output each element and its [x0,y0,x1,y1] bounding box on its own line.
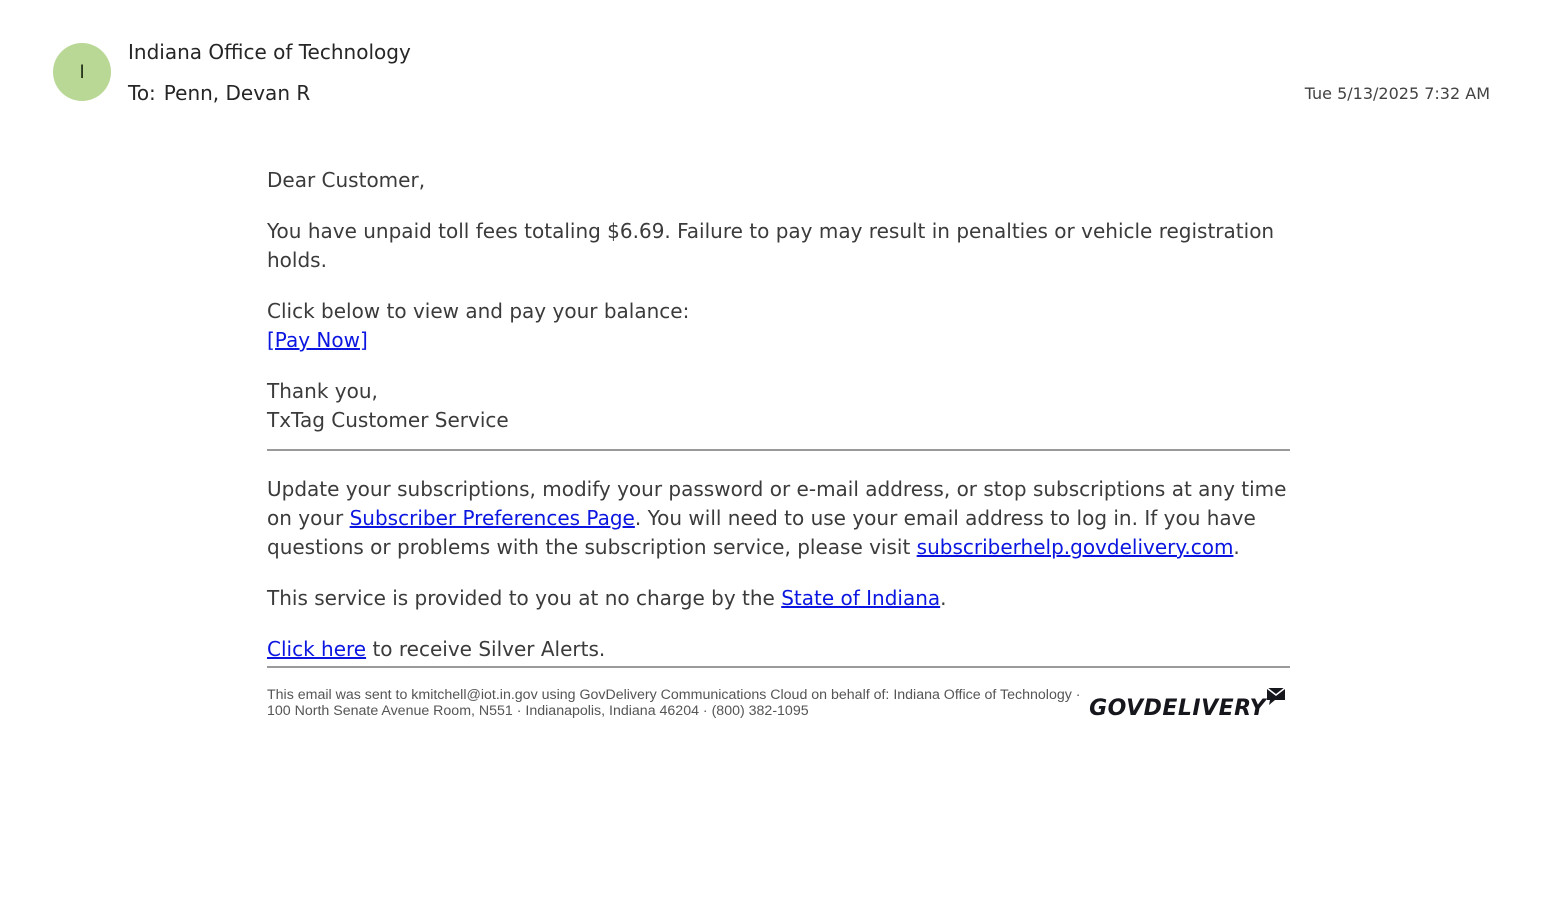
avatar-initial: I [79,61,85,83]
service-paragraph [267,584,1290,613]
recipient-line [128,81,310,105]
state-of-indiana-link[interactable]: State of Indiana [781,586,941,610]
footer-row [267,680,1290,723]
subscriber-help-link[interactable]: subscriberhelp.govdelivery.com [916,535,1234,559]
toll-notice: You have unpaid toll fees totaling $6.69. Failure to pay may result in penalties or vehicle registration holds. [267,219,1275,272]
greeting: Dear Customer, [267,168,426,192]
silver-alert-text: to receive Silver Alerts. [366,637,606,661]
footer-disclaimer: This email was sent to kmitchell@iot.in.gov using GovDelivery Communications Cloud on behalf of: Indiana Office of Technology · 100 North Senate Avenue Room, N551 · Indianapolis, Indiana 46204 · (800) 382-1095 [267,687,1081,719]
subscription-text-1: Update your subscriptions, modify your password or e-mail address, or stop subscriptions at any time on your [267,477,1287,530]
pay-now-link[interactable]: [Pay Now] [267,328,368,352]
service-text: This service is provided to you at no charge by the [267,586,782,610]
message-body [267,166,1290,723]
signature: TxTag Customer Service [267,408,509,432]
signoff-block [267,377,1290,435]
divider-top [267,449,1290,451]
subscriber-preferences-link[interactable]: Subscriber Preferences Page [349,506,635,530]
subscription-text-3: . [1233,535,1240,559]
silver-alert-paragraph [267,635,1290,664]
envelope-icon [1266,684,1288,713]
payment-prompt [267,297,1290,355]
subscription-paragraph [267,475,1290,562]
subscription-text-2: . You will need to use your email address to log in. If you have questions or problems with the subscription service, please visit [267,506,1256,559]
govdelivery-logo[interactable] [1089,684,1288,723]
signoff: Thank you, [267,379,378,403]
click-prompt: Click below to view and pay your balance: [267,299,690,323]
recipient-name[interactable]: Penn, Devan R [163,81,311,105]
to-label: To: [128,81,156,105]
sender-name[interactable]: Indiana Office of Technology [128,40,411,64]
silver-alerts-link[interactable]: Click here [267,637,367,661]
service-end: . [940,586,947,610]
govdelivery-wordmark: GOVDELIVERY [1089,696,1266,721]
divider-bottom [267,666,1290,668]
sender-avatar[interactable] [53,43,111,101]
message-timestamp: Tue 5/13/2025 7:32 AM [1304,84,1490,103]
